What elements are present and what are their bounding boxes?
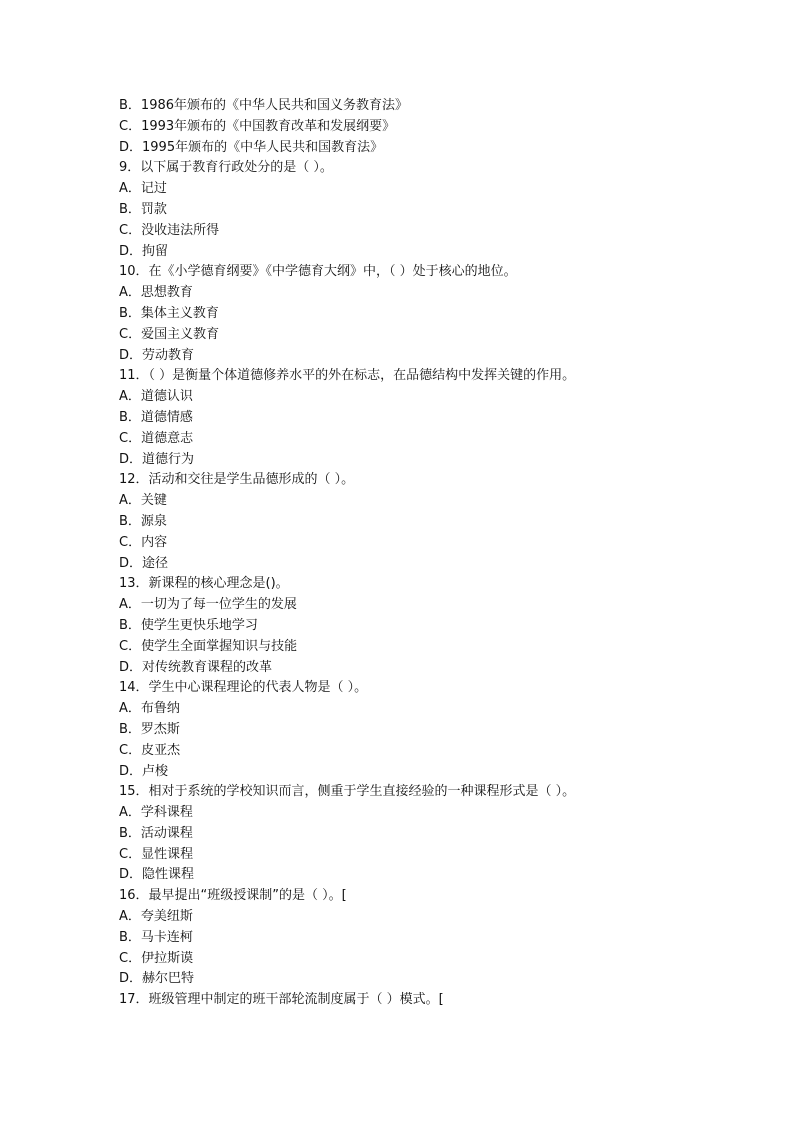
option-line: C．皮亚杰 <box>119 742 181 758</box>
option-line: B．源泉 <box>119 513 167 529</box>
option-line: C．使学生全面掌握知识与技能 <box>119 638 298 654</box>
option-line: B．活动课程 <box>119 825 193 841</box>
option-line: A．道德认识 <box>119 389 193 405</box>
option-line: B．道德情感 <box>119 409 193 425</box>
option-line: B．1986年颁布的《中华人民共和国义务教育法》 <box>119 98 409 113</box>
option-line: A．夸美纽斯 <box>119 909 193 925</box>
option-line: A．关键 <box>119 493 167 509</box>
question-line: 17．班级管理中制定的班干部轮流制度属于（ ）模式。[ <box>119 992 444 1008</box>
option-line: D．隐性课程 <box>119 867 195 883</box>
option-line: D．对传统教育课程的改革 <box>119 659 273 675</box>
question-line: 12．活动和交往是学生品德形成的（ ）。 <box>119 472 355 488</box>
option-line: B．马卡连柯 <box>119 929 193 945</box>
question-line: 16．最早提出“班级授课制”的是（ ）。[ <box>119 888 347 904</box>
option-line: B．集体主义教育 <box>119 305 219 321</box>
option-line: A．布鲁纳 <box>119 701 180 717</box>
option-line: C．1993年颁布的《中国教育改革和发展纲要》 <box>119 118 396 134</box>
option-line: A．记过 <box>119 181 167 197</box>
question-line: 15．相对于系统的学校知识而言，侧重于学生直接经验的一种课程形式是（ ）。 <box>119 784 576 800</box>
option-line: D．赫尔巴特 <box>119 971 195 987</box>
option-line: C．伊拉斯谟 <box>119 950 194 966</box>
option-line: B．罗杰斯 <box>119 721 180 737</box>
option-line: A．思想教育 <box>119 285 193 301</box>
option-line: B．罚款 <box>119 201 167 217</box>
option-line: C．爱国主义教育 <box>119 326 220 342</box>
option-line: D．卢梭 <box>119 763 169 779</box>
question-line: 14．学生中心课程理论的代表人物是（ ）。 <box>119 680 368 696</box>
question-line: 9．以下属于教育行政处分的是（ ）。 <box>119 160 333 176</box>
option-line: B．使学生更快乐地学习 <box>119 617 258 633</box>
question-line: 11．（ ）是衡量个体道德修养水平的外在标志，在品德结构中发挥关键的作用。 <box>119 368 576 384</box>
option-line: D．1995年颁布的《中华人民共和国教育法》 <box>119 139 384 155</box>
option-line: D．劳动教育 <box>119 347 195 363</box>
option-line: C．内容 <box>119 534 168 550</box>
question-list <box>119 96 739 1011</box>
option-line: D．拘留 <box>119 243 169 259</box>
option-line: C．没收违法所得 <box>119 222 220 238</box>
question-line: 10．在《小学德育纲要》《中学德育大纲》中，（ ）处于核心的地位。 <box>119 264 517 280</box>
option-line: D．道德行为 <box>119 451 195 467</box>
question-line: 13．新课程的核心理念是()。 <box>119 576 289 592</box>
option-line: D．途径 <box>119 555 169 571</box>
option-line: A．一切为了每一位学生的发展 <box>119 597 297 613</box>
option-line: A．学科课程 <box>119 805 193 821</box>
option-line: C．显性课程 <box>119 846 194 862</box>
option-line: C．道德意志 <box>119 430 194 446</box>
